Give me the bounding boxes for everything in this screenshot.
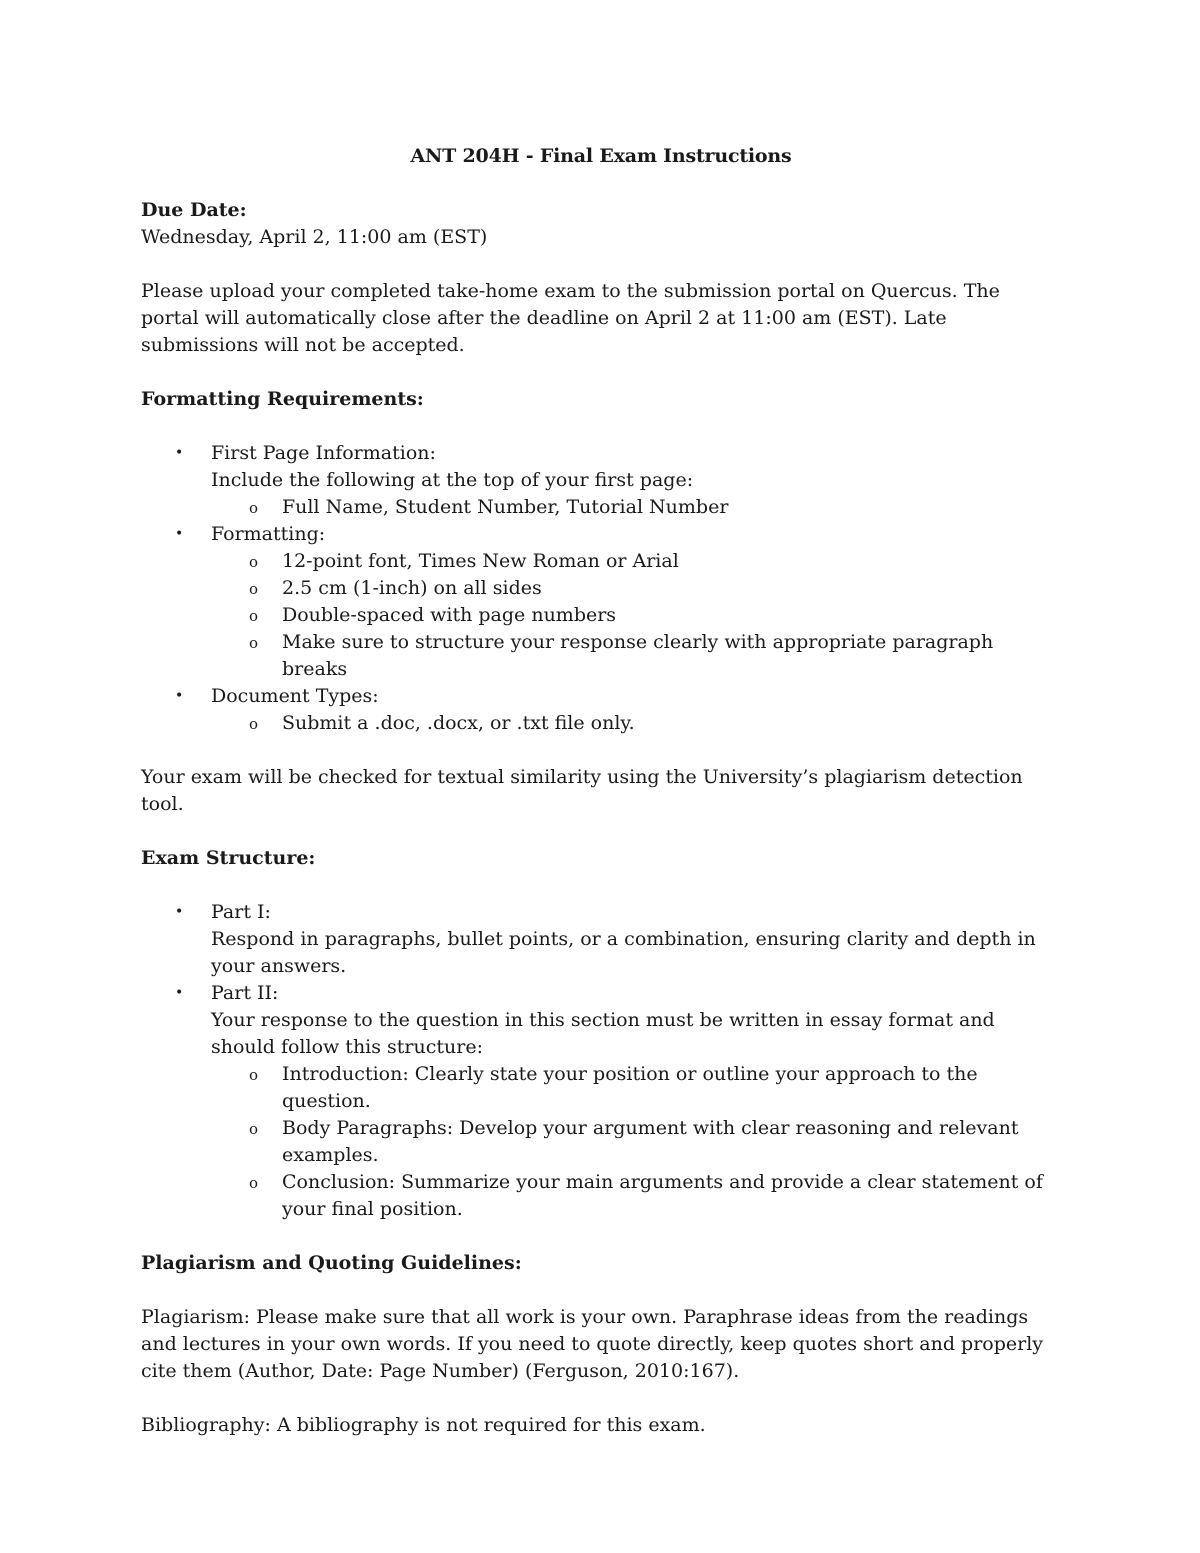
- sub-list-item-text: Double-spaced with page numbers: [282, 604, 617, 626]
- circle-bullet-icon: o: [249, 715, 259, 733]
- circle-bullet-icon: o: [249, 1120, 259, 1138]
- list-item-label: First Page Information:: [211, 442, 436, 464]
- circle-bullet-icon: o: [249, 607, 259, 625]
- sub-list-item-text: Body Paragraphs: Develop your argument with clear reasoning and relevant examples.: [282, 1117, 1019, 1166]
- list-item-label: Part I:: [211, 901, 271, 923]
- bullet-icon: •: [175, 445, 184, 461]
- due-date-value: Wednesday, April 2, 11:00 am (EST): [141, 226, 488, 248]
- sub-list-item: [211, 629, 1061, 683]
- sub-list: [211, 1061, 1061, 1223]
- circle-bullet-icon: o: [249, 580, 259, 598]
- bibliography-text: Bibliography: A bibliography is not required for this exam.: [141, 1414, 706, 1436]
- sub-list-item: [211, 1061, 1061, 1115]
- spacer: [141, 251, 1061, 278]
- circle-bullet-icon: o: [249, 1066, 259, 1084]
- sub-list: [211, 548, 1061, 683]
- sub-list-item: [211, 575, 1061, 602]
- formatting-heading: Formatting Requirements:: [141, 388, 424, 410]
- list-item-label: Document Types:: [211, 685, 379, 707]
- due-date-heading: Due Date:: [141, 199, 247, 221]
- plagiarism-heading: Plagiarism and Quoting Guidelines:: [141, 1252, 522, 1274]
- structure-list: [141, 899, 1061, 1223]
- circle-bullet-icon: o: [249, 499, 259, 517]
- sub-list-item: [211, 1115, 1061, 1169]
- list-item-label: Formatting:: [211, 523, 326, 545]
- upload-instructions: Please upload your completed take-home exam to the submission portal on Quercus. The portal will automatically close after the deadline on April 2 at 11:00 am (EST). Late submissions will not be accepted.: [141, 280, 1000, 356]
- spacer: [141, 1277, 1061, 1304]
- sub-list-item-text: 12-point font, Times New Roman or Arial: [282, 550, 679, 572]
- list-item-text: Your response to the question in this section must be written in essay format and should follow this structure:: [211, 1009, 995, 1058]
- sub-list-item: [211, 1169, 1061, 1223]
- list-item-text: Include the following at the top of your first page:: [211, 469, 694, 491]
- spacer: [141, 413, 1061, 440]
- spacer: [141, 872, 1061, 899]
- sub-list-item: [211, 710, 1061, 737]
- list-item: [141, 899, 1061, 980]
- spacer: [141, 359, 1061, 386]
- list-item: [141, 683, 1061, 737]
- similarity-note: Your exam will be checked for textual similarity using the University’s plagiarism detection tool.: [141, 766, 1023, 815]
- spacer: [141, 818, 1061, 845]
- sub-list-item-text: Introduction: Clearly state your position or outline your approach to the question.: [282, 1063, 978, 1112]
- sub-list-item-text: Full Name, Student Number, Tutorial Number: [282, 496, 729, 518]
- circle-bullet-icon: o: [249, 553, 259, 571]
- sub-list-item-text: Submit a .doc, .docx, or .txt file only.: [282, 712, 635, 734]
- sub-list-item: [211, 494, 1061, 521]
- formatting-list: [141, 440, 1061, 737]
- bullet-icon: •: [175, 985, 184, 1001]
- sub-list-item: [211, 602, 1061, 629]
- document-title: ANT 204H - Final Exam Instructions: [410, 145, 792, 167]
- spacer: [141, 737, 1061, 764]
- sub-list-item: [211, 548, 1061, 575]
- circle-bullet-icon: o: [249, 1174, 259, 1192]
- spacer: [141, 1385, 1061, 1412]
- bullet-icon: •: [175, 904, 184, 920]
- plagiarism-text: Plagiarism: Please make sure that all work is your own. Paraphrase ideas from the readings and lectures in your own words. If you need to quote directly, keep quotes short and properly cite them (Author, Date: Page Number) (Ferguson, 2010:167).: [141, 1306, 1044, 1382]
- bullet-icon: •: [175, 688, 184, 704]
- list-item-text: Respond in paragraphs, bullet points, or a combination, ensuring clarity and depth in your answers.: [211, 928, 1036, 977]
- sub-list: [211, 494, 1061, 521]
- exam-structure-heading: Exam Structure:: [141, 847, 316, 869]
- spacer: [141, 1223, 1061, 1250]
- list-item-label: Part II:: [211, 982, 279, 1004]
- sub-list-item-text: Make sure to structure your response clearly with appropriate paragraph breaks: [282, 631, 994, 680]
- sub-list-item-text: Conclusion: Summarize your main arguments and provide a clear statement of your final position.: [282, 1171, 1043, 1220]
- document-page: [141, 143, 1061, 1439]
- circle-bullet-icon: o: [249, 634, 259, 652]
- list-item: [141, 521, 1061, 683]
- sub-list: [211, 710, 1061, 737]
- list-item: [141, 980, 1061, 1223]
- sub-list-item-text: 2.5 cm (1-inch) on all sides: [282, 577, 542, 599]
- list-item: [141, 440, 1061, 521]
- bullet-icon: •: [175, 526, 184, 542]
